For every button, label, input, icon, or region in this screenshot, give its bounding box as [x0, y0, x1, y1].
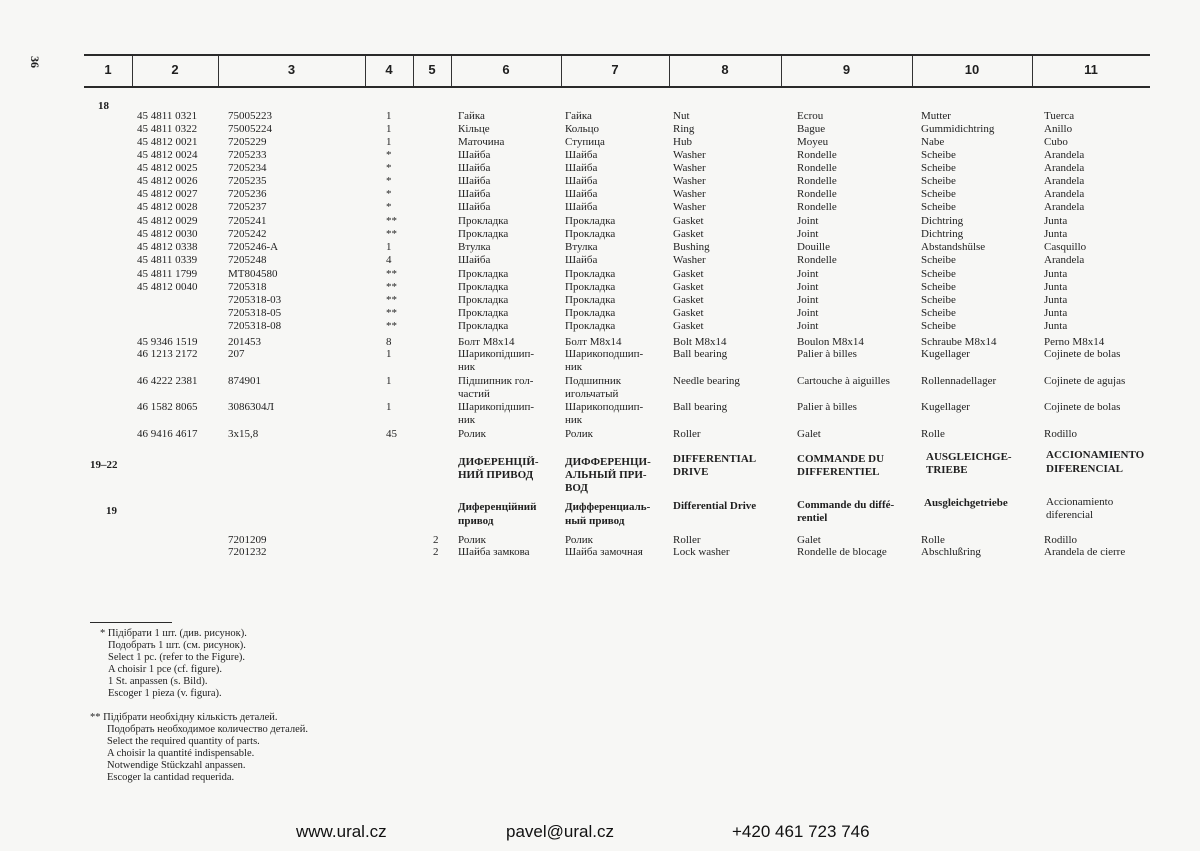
cell-c11: Rodillo — [1044, 428, 1078, 440]
cell-c6: Прокладка — [458, 281, 509, 293]
cell-c10: Schraube M8x14 — [921, 336, 997, 348]
cell-c7: Шайба — [565, 254, 598, 266]
cell-c10: Rolle — [921, 534, 945, 546]
cell-c6: Втулка — [458, 241, 491, 253]
cell-c7: Шайба — [565, 162, 598, 174]
cell-c2: 45 4811 0339 — [137, 254, 198, 266]
group-label: 19–22 — [90, 459, 118, 471]
cell-c11: Junta — [1044, 320, 1068, 332]
cell-c10: Scheibe — [921, 254, 956, 266]
cell-c6: Болт M8x14 — [458, 336, 515, 348]
cell-c6: Шайба — [458, 149, 491, 161]
cell-c6: Шайба — [458, 188, 491, 200]
cell-c9: Joint — [797, 268, 819, 280]
cell-c8: Washer — [673, 149, 706, 161]
cell-c9: Joint — [797, 320, 819, 332]
cell-c9: Rondelle — [797, 162, 837, 174]
cell-c2: 45 4812 0029 — [137, 215, 198, 227]
sub-c6-line1: Диференційний — [458, 501, 537, 513]
cell-c3: 75005224 — [228, 123, 272, 135]
cell-c8: Gasket — [673, 268, 704, 280]
cell-c10: Scheibe — [921, 175, 956, 187]
cell-c7: Шайба замочная — [565, 546, 643, 558]
cell-c8: Washer — [673, 254, 706, 266]
cell-c4: * — [386, 149, 392, 161]
cell-c10: Scheibe — [921, 281, 956, 293]
cell-c2: 46 4222 2381 — [137, 375, 198, 387]
cell-c8: Washer — [673, 188, 706, 200]
cell-c10: Mutter — [921, 110, 951, 122]
cell-c9: Joint — [797, 281, 819, 293]
heading-c8-line1: DIFFERENTIAL — [673, 453, 757, 465]
cell-c8: Ring — [673, 123, 695, 135]
cell-c8: Gasket — [673, 228, 704, 240]
heading-c6-line1: ДИФЕРЕНЦІЙ- — [458, 456, 539, 468]
cell-c6: Прокладка — [458, 307, 509, 319]
footnote-double — [90, 712, 308, 784]
cell-c9: Cartouche à aiguilles — [797, 375, 890, 387]
col-header-6: 6 — [502, 62, 510, 77]
cell-c6-cont: ник — [458, 414, 476, 426]
cell-c8: Gasket — [673, 281, 704, 293]
cell-c9: Bague — [797, 123, 826, 135]
cell-c7: Прокладка — [565, 281, 616, 293]
cell-c4: ** — [386, 228, 397, 240]
cell-c7: Шайба — [565, 201, 598, 213]
cell-c11: Junta — [1044, 281, 1068, 293]
footnote-line: A choisir la quantité indispensable. — [107, 748, 255, 759]
cell-c7: Шайба — [565, 175, 598, 187]
cell-c3: 7205229 — [228, 136, 267, 148]
cell-c11: Junta — [1044, 228, 1068, 240]
cell-c9: Palier à billes — [797, 348, 857, 360]
cell-c9: Galet — [797, 428, 821, 440]
cell-c3: MT804580 — [228, 268, 278, 280]
cell-c4: * — [386, 188, 392, 200]
heading-c9-line1: COMMANDE DU — [797, 453, 885, 465]
cell-c8: Bolt M8x14 — [673, 336, 727, 348]
cell-c7: Прокладка — [565, 307, 616, 319]
cell-c11: Cojinete de bolas — [1044, 348, 1121, 360]
cell-c10: Kugellager — [921, 348, 970, 360]
cell-c3: 207 — [228, 348, 245, 360]
cell-c4: ** — [386, 307, 397, 319]
heading-c7-line3: ВОД — [565, 482, 588, 494]
cell-c11: Arandela — [1044, 175, 1085, 187]
cell-c7: Гайка — [565, 110, 592, 122]
cell-c4: 45 — [386, 428, 397, 440]
cell-c10: Scheibe — [921, 320, 956, 332]
cell-c7: Ролик — [565, 534, 593, 546]
cell-c8: Washer — [673, 175, 706, 187]
footnote-line: Notwendige Stückzahl anpassen. — [107, 760, 246, 771]
sub-c8-line1: Differential Drive — [673, 500, 757, 512]
col-header-9: 9 — [842, 62, 851, 77]
cell-c10: Rollennadellager — [921, 375, 997, 387]
cell-c11: Cubo — [1044, 136, 1068, 148]
cell-c3: 75005223 — [228, 110, 272, 122]
cell-c10: Abschlußring — [921, 546, 981, 558]
cell-c11: Junta — [1044, 268, 1068, 280]
cell-c10: Nabe — [921, 136, 945, 148]
cell-c11: Cojinete de bolas — [1044, 401, 1121, 413]
col-header-11: 11 — [1084, 62, 1098, 77]
cell-c10: Scheibe — [921, 294, 956, 306]
group-label: 19 — [106, 505, 117, 517]
cell-c7: Шарикоподшип- — [565, 348, 644, 360]
cell-c4: 1 — [386, 241, 392, 253]
cell-c2: 45 4812 0024 — [137, 149, 198, 161]
cell-c4: 1 — [386, 110, 392, 122]
cell-c3: 7205248 — [228, 254, 267, 266]
header-bottom-rule — [84, 86, 1150, 88]
group-label: 18 — [98, 100, 109, 112]
cell-c8: Hub — [673, 136, 692, 148]
cell-c2: 45 4812 0338 — [137, 241, 198, 253]
cell-c9: Rondelle — [797, 188, 837, 200]
cell-c9: Rondelle de blocage — [797, 546, 887, 558]
cell-c2: 45 4812 0027 — [137, 188, 198, 200]
cell-c4: 1 — [386, 401, 392, 413]
cell-c11: Rodillo — [1044, 534, 1078, 546]
sub-c11-line1: Accionamiento — [1046, 496, 1114, 508]
cell-c8: Ball bearing — [673, 348, 728, 360]
cell-c8: Gasket — [673, 294, 704, 306]
cell-c3: 7201232 — [228, 546, 267, 558]
cell-c2: 45 4812 0026 — [137, 175, 198, 187]
heading-c7-line2: АЛЬНЫЙ ПРИ- — [565, 469, 647, 481]
cell-c6: Шайба — [458, 175, 491, 187]
cell-c6: Ролик — [458, 534, 486, 546]
col-header-10: 10 — [964, 62, 980, 77]
cell-c7: Прокладка — [565, 320, 616, 332]
sub-c7-line1: Дифференциаль- — [565, 501, 651, 513]
cell-c8: Washer — [673, 162, 706, 174]
cell-c3: 7205241 — [228, 215, 267, 227]
footer-website[interactable]: www.ural.cz — [296, 822, 387, 841]
cell-c9: Joint — [797, 294, 819, 306]
cell-c2: 45 4812 0030 — [137, 228, 198, 240]
cell-c11: Arandela de cierre — [1044, 546, 1126, 558]
cell-c3: 7205236 — [228, 188, 267, 200]
cell-c2: 45 4811 0322 — [137, 123, 198, 135]
cell-c10: Rolle — [921, 428, 945, 440]
cell-c7: Кольцо — [565, 123, 600, 135]
cell-c11: Casquillo — [1044, 241, 1087, 253]
cell-c7: Прокладка — [565, 268, 616, 280]
cell-c8: Gasket — [673, 307, 704, 319]
cell-c10: Scheibe — [921, 188, 956, 200]
cell-c3: 874901 — [228, 375, 261, 387]
cell-c3: 7205242 — [228, 228, 267, 240]
cell-c6: Прокладка — [458, 215, 509, 227]
cell-c9: Moyeu — [797, 136, 829, 148]
cell-c4: ** — [386, 294, 397, 306]
cell-c10: Scheibe — [921, 268, 956, 280]
cell-c6: Кільце — [458, 123, 490, 135]
cell-c4: * — [386, 175, 392, 187]
cell-c7-cont: ник — [565, 414, 583, 426]
cell-c10: Abstandshülse — [921, 241, 986, 253]
cell-c7: Шарикоподшип- — [565, 401, 644, 413]
cell-c4: ** — [386, 281, 397, 293]
cell-c6: Прокладка — [458, 294, 509, 306]
cell-c6: Ролик — [458, 428, 486, 440]
cell-c9: Rondelle — [797, 201, 837, 213]
cell-c3: 7205237 — [228, 201, 267, 213]
cell-c4: * — [386, 201, 392, 213]
cell-c8: Lock washer — [673, 546, 730, 558]
cell-c7-cont: ник — [565, 361, 583, 373]
cell-c11: Arandela — [1044, 162, 1085, 174]
sub-c11-line2: diferencial — [1046, 509, 1094, 521]
cell-c2: 45 4812 0040 — [137, 281, 198, 293]
heading-c10-line2: TRIEBE — [926, 464, 968, 476]
cell-c2: 46 1213 2172 — [137, 348, 198, 360]
cell-c8: Washer — [673, 201, 706, 213]
sub-c9-line1: Commande du diffé- — [797, 499, 895, 511]
cell-c9: Rondelle — [797, 175, 837, 187]
footnote-line: Escoger la cantidad requerida. — [107, 772, 235, 783]
cell-c6: Шарикопідшип- — [458, 401, 535, 413]
cell-c10: Kugellager — [921, 401, 970, 413]
cell-c11: Cojinete de agujas — [1044, 375, 1126, 387]
cell-c11: Junta — [1044, 215, 1068, 227]
cell-c6: Шарикопідшип- — [458, 348, 535, 360]
cell-c11: Perno M8x14 — [1044, 336, 1105, 348]
cell-c9: Rondelle — [797, 149, 837, 161]
cell-c6-cont: частий — [458, 388, 490, 400]
cell-c9: Joint — [797, 215, 819, 227]
cell-c8: Bushing — [673, 241, 710, 253]
cell-c10: Dichtring — [921, 215, 964, 227]
col-header-8: 8 — [721, 62, 729, 77]
cell-c11: Junta — [1044, 294, 1068, 306]
cell-c9: Ecrou — [797, 110, 824, 122]
cell-c9: Galet — [797, 534, 821, 546]
cell-c10: Scheibe — [921, 307, 956, 319]
col-header-1: 1 — [104, 62, 112, 77]
col-header-5: 5 — [428, 62, 436, 77]
cell-c11: Anillo — [1044, 123, 1073, 135]
cell-c7: Ступица — [565, 136, 605, 148]
cell-c7: Шайба — [565, 149, 598, 161]
cell-c3: 7205235 — [228, 175, 267, 187]
cell-c3: 7205318-05 — [228, 307, 282, 319]
heading-c7-line1: ДИФФЕРЕНЦИ- — [565, 456, 651, 468]
cell-c3: 7205318-08 — [228, 320, 282, 332]
heading-c11-line2: DIFERENCIAL — [1046, 463, 1124, 475]
heading-c9-line2: DIFFERENTIEL — [797, 466, 880, 478]
heading-c11-line1: ACCIONAMIENTO — [1046, 449, 1145, 461]
cell-c7-cont: игольчатый — [565, 388, 619, 400]
cell-c4: 1 — [386, 123, 392, 135]
cell-c4: 4 — [386, 254, 392, 266]
cell-c9: Boulon M8x14 — [797, 336, 864, 348]
footnote-line: 1 St. anpassen (s. Bild). — [108, 676, 208, 687]
header-top-rule — [84, 54, 1150, 56]
cell-c6: Прокладка — [458, 268, 509, 280]
footnote-rule — [90, 622, 172, 623]
cell-c3: 7205318-03 — [228, 294, 282, 306]
cell-c3: 7201209 — [228, 534, 267, 546]
sub-c7-line2: ный привод — [565, 515, 625, 527]
cell-c6: Маточина — [458, 136, 505, 148]
cell-c3: 7205233 — [228, 149, 267, 161]
cell-c5: 2 — [433, 534, 439, 546]
footnote-line: Escoger 1 pieza (v. figura). — [108, 688, 222, 699]
cell-c6-cont: ник — [458, 361, 476, 373]
cell-c6: Прокладка — [458, 228, 509, 240]
cell-c10: Scheibe — [921, 162, 956, 174]
cell-c2: 45 4812 0025 — [137, 162, 198, 174]
cell-c3: 7205234 — [228, 162, 267, 174]
cell-c3: 201453 — [228, 336, 261, 348]
col-header-3: 3 — [287, 62, 296, 77]
cell-c4: ** — [386, 320, 397, 332]
cell-c4: 1 — [386, 375, 392, 387]
cell-c7: Подшипник — [565, 375, 622, 387]
cell-c4: * — [386, 162, 392, 174]
cell-c4: ** — [386, 215, 397, 227]
cell-c8: Roller — [673, 428, 701, 440]
col-header-4: 4 — [385, 62, 393, 77]
cell-c6: Шайба замкова — [458, 546, 530, 558]
footer-email[interactable]: pavel@ural.cz — [506, 822, 614, 841]
cell-c11: Junta — [1044, 307, 1068, 319]
cell-c9: Douille — [797, 241, 830, 253]
cell-c4: 8 — [386, 336, 392, 348]
cell-c6: Шайба — [458, 201, 491, 213]
cell-c8: Gasket — [673, 320, 704, 332]
cell-c8: Gasket — [673, 215, 704, 227]
cell-c4: ** — [386, 268, 397, 280]
cell-c6: Прокладка — [458, 320, 509, 332]
cell-c2: 46 1582 8065 — [137, 401, 198, 413]
cell-c3: 7205246-A — [228, 241, 279, 253]
cell-c6: Шайба — [458, 254, 491, 266]
page-number: 36 — [28, 56, 42, 68]
cell-c9: Palier à billes — [797, 401, 857, 413]
cell-c10: Gummidichtring — [921, 123, 995, 135]
cell-c2: 45 9346 1519 — [137, 336, 198, 348]
cell-c11: Arandela — [1044, 201, 1085, 213]
cell-c6: Гайка — [458, 110, 485, 122]
cell-c7: Ролик — [565, 428, 593, 440]
footnote-line: Select 1 pc. (refer to the Figure). — [108, 652, 246, 663]
cell-c7: Болт M8x14 — [565, 336, 622, 348]
cell-c2: 46 9416 4617 — [137, 428, 198, 440]
cell-c3: 3x15,8 — [228, 428, 259, 440]
cell-c2: 45 4812 0028 — [137, 201, 198, 213]
cell-c4: 1 — [386, 136, 392, 148]
cell-c10: Dichtring — [921, 228, 964, 240]
heading-c6-line2: НИЙ ПРИВОД — [458, 469, 534, 481]
cell-c11: Arandela — [1044, 254, 1085, 266]
heading-c8-line2: DRIVE — [673, 466, 709, 478]
cell-c10: Scheibe — [921, 149, 956, 161]
cell-c7: Шайба — [565, 188, 598, 200]
cell-c11: Arandela — [1044, 149, 1085, 161]
cell-c7: Прокладка — [565, 294, 616, 306]
footnote-single — [100, 628, 247, 700]
cell-c9: Rondelle — [797, 254, 837, 266]
footnote-line: ** Підібрати необхідну кількість деталей. — [90, 712, 278, 723]
cell-c7: Прокладка — [565, 215, 616, 227]
cell-c4: 1 — [386, 348, 392, 360]
footnote-line: Select the required quantity of parts. — [107, 736, 260, 747]
sub-c9-line2: rentiel — [797, 512, 828, 524]
cell-c8: Needle bearing — [673, 375, 740, 387]
footnote-line: A choisir 1 pce (cf. figure). — [108, 664, 222, 675]
footer-phone: +420 461 723 746 — [732, 822, 870, 841]
footnote-line: Подобрать 1 шт. (см. рисунок). — [108, 640, 246, 651]
cell-c6: Підшипник гол- — [458, 375, 534, 387]
cell-c2: 45 4811 1799 — [137, 268, 198, 280]
cell-c8: Ball bearing — [673, 401, 728, 413]
col-header-2: 2 — [171, 62, 179, 77]
cell-c11: Arandela — [1044, 188, 1085, 200]
cell-c7: Прокладка — [565, 228, 616, 240]
cell-c11: Tuerca — [1044, 110, 1075, 122]
cell-c8: Nut — [673, 110, 690, 122]
cell-c10: Scheibe — [921, 201, 956, 213]
heading-c10-line1: AUSGLEICHGE- — [926, 451, 1012, 463]
cell-c6: Шайба — [458, 162, 491, 174]
cell-c7: Втулка — [565, 241, 598, 253]
cell-c3: 7205318 — [228, 281, 267, 293]
cell-c2: 45 4812 0021 — [137, 136, 198, 148]
cell-c9: Joint — [797, 228, 819, 240]
sub-c6-line2: привод — [458, 515, 494, 527]
cell-c3: 3086304Л — [228, 401, 274, 413]
cell-c9: Joint — [797, 307, 819, 319]
col-header-7: 7 — [611, 62, 619, 77]
footnote-line: Подобрать необходимое количество деталей. — [107, 724, 309, 735]
cell-c8: Roller — [673, 534, 701, 546]
sub-c10-line1: Ausgleichgetriebe — [924, 497, 1008, 509]
footnote-line: * Підібрати 1 шт. (див. рисунок). — [100, 628, 247, 639]
cell-c2: 45 4811 0321 — [137, 110, 198, 122]
cell-c5: 2 — [433, 546, 439, 558]
